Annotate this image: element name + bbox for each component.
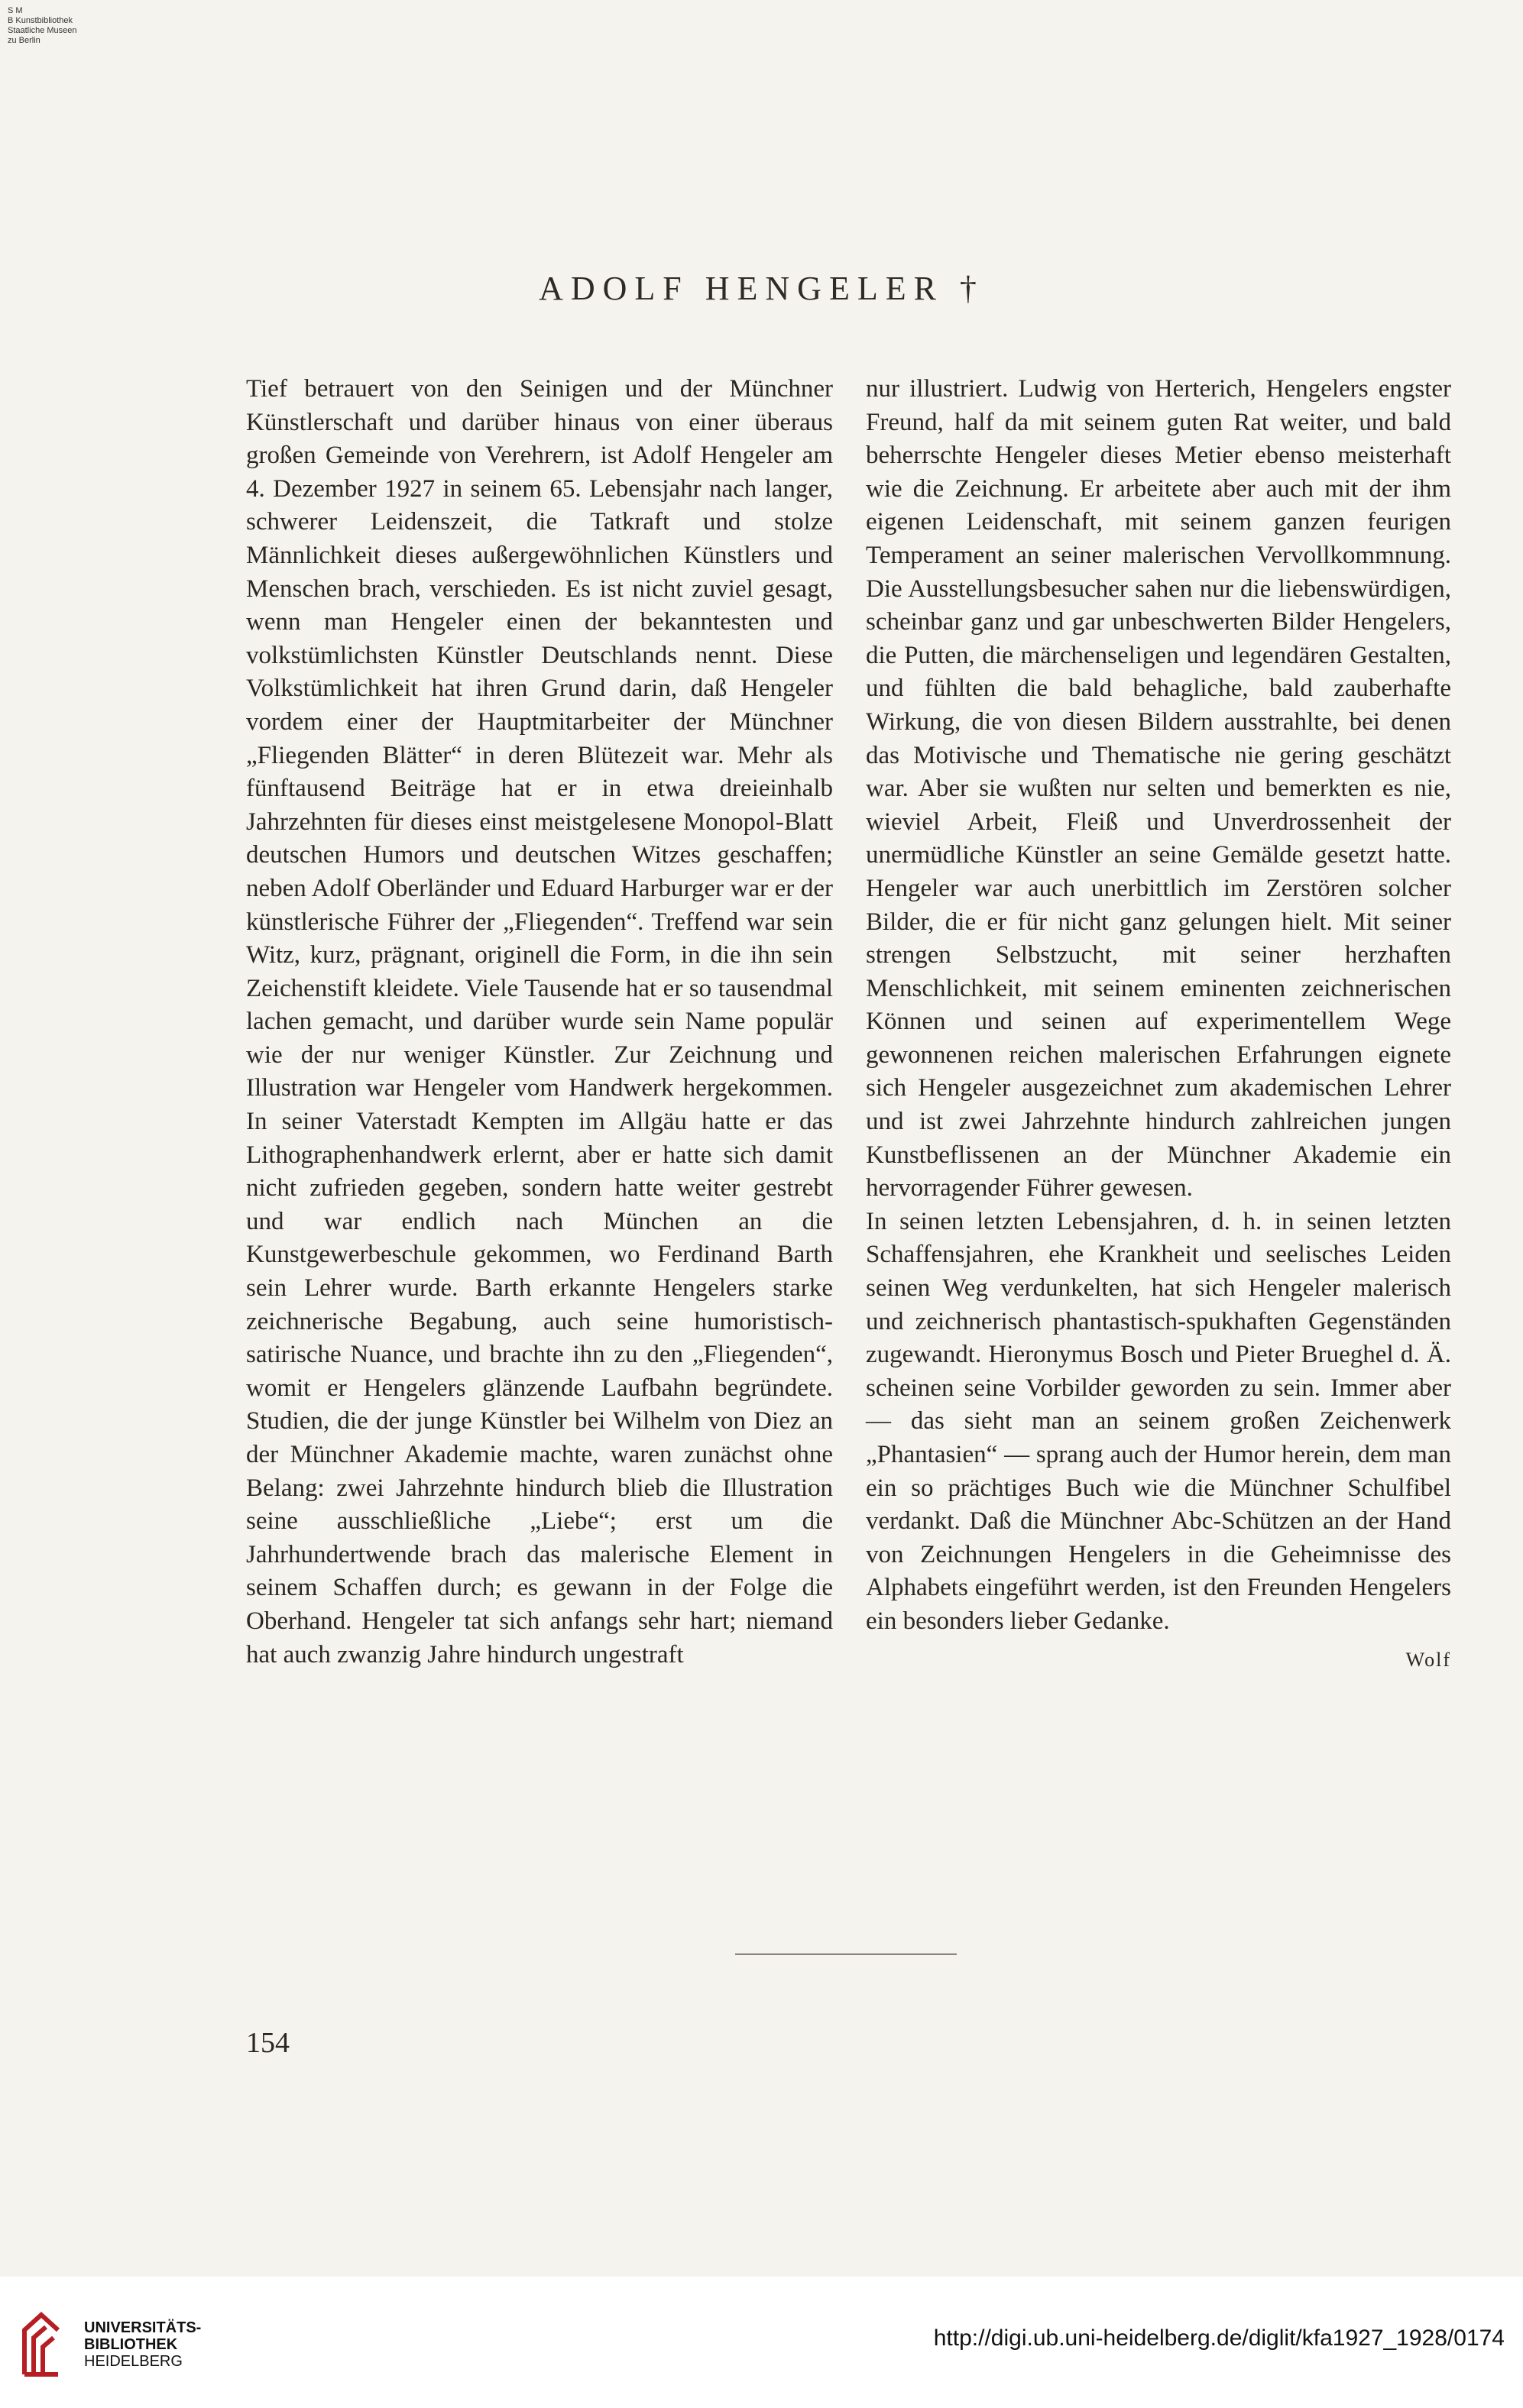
stamp-line: S M [8, 6, 23, 15]
text-column-left [246, 373, 833, 1672]
library-name [84, 2319, 201, 2370]
stamp-line: zu Berlin [8, 36, 41, 45]
library-stamp [8, 6, 77, 46]
library-name-line: BIBLIOTHEK [84, 2336, 178, 2353]
digitization-footer [0, 2277, 1523, 2408]
separator-rule [735, 1953, 957, 1955]
article-title: ADOLF HENGELER † [539, 270, 984, 307]
stamp-line: B Kunstbibliothek [8, 16, 73, 25]
university-library-logo-icon [18, 2307, 64, 2377]
body-paragraph: Tief betrauert von den Seinigen und der Münchner Künstlerschaft und darüber hinaus von einer überaus großen Gemeinde von Verehrern, ist Adolf Hengeler am 4. Dezember 1927 in seinem 65. Lebensjahr nach langer, schwerer Leidenszeit, die Tatkraft und stolze Männlichkeit dieses außergewöhnlichen Künstlers und Menschen brach, verschieden. Es ist nicht zuviel gesagt, wenn man Hengeler einen der bekanntesten und volkstümlichsten Künstler Deutschlands nennt. Diese Volkstümlichkeit hat ihren Grund darin, daß Hengeler vordem einer der Hauptmitarbeiter der Münchner „Fliegenden Blätter“ in deren Blütezeit war. Mehr als fünftausend Beiträge hat er in etwa dreieinhalb Jahrzehnten für dieses einst meistgelesene Monopol-Blatt deutschen Humors und deutschen Witzes geschaffen; neben Adolf Oberländer und Eduard Harburger war er der künstlerische Führer der „Fliegenden“. Treffend war sein Witz, kurz, prägnant, originell die Form, in die ihn sein Zeichenstift kleidete. Viele Tausende hat er so tausendmal lachen gemacht, und darüber wurde sein Name populär wie der nur weniger Künstler. Zur Zeichnung und Illustration war Hengeler vom Handwerk hergekommen. In seiner Vaterstadt Kempten im Allgäu hatte er das Lithographenhandwerk erlernt, aber er hatte sich damit nicht zufrieden gegeben, sondern hatte weiter gestrebt und war endlich nach München an die Kunstgewerbeschule gekommen, wo Ferdinand Barth sein Lehrer wurde. Barth erkannte Hengelers starke zeichnerische Begabung, auch seine humoristisch-satirische Nuance, und brachte ihn zu den „Fliegenden“, womit er Hengelers glänzende Laufbahn begründete. Studien, die der junge Künstler bei Wilhelm von Diez an der Münchner Akademie machte, waren zunächst ohne Belang: zwei Jahrzehnte hindurch blieb die Illustration seine ausschließliche „Liebe“; erst um die Jahrhundertwende brach das malerische Element in seinem Schaffen durch; es gewann in der Folge die Oberhand. Hengeler tat sich anfangs sehr hart; niemand hat auch zwanzig Jahre hindurch ungestraft [246, 375, 833, 1668]
library-name-line: HEIDELBERG [84, 2353, 183, 2370]
body-paragraph: In seinen letzten Lebensjahren, d. h. in seinen letzten Schaffensjahren, ehe Krankheit und seelisches Leiden seinen Weg verdunkelten, hat sich Hengeler malerisch und zeichnerisch phantastisch-spukhaften Gegenständen zugewandt. Hieronymus Bosch und Pieter Brueghel d. Ä. scheinen seine Vorbilder geworden zu sein. Immer aber — das sieht man an seinem großen Zeichenwerk „Phantasien“ — sprang auch der Humor herein, dem man ein so prächtiges Buch wie die Münchner Schulfibel verdankt. Daß die Münchner Abc-Schützen an der Hand von Zeichnungen Hengelers in die Geheimnisse des Alphabets eingeführt werden, ist den Freunden Hengelers ein besonders lieber Gedanke. [866, 1207, 1451, 1635]
text-column-right [866, 373, 1451, 1676]
library-name-line: UNIVERSITÄTS- [84, 2319, 202, 2336]
author-signature: Wolf [1405, 1648, 1451, 1671]
source-url-link[interactable]: http://digi.ub.uni-heidelberg.de/diglit/kfa1927_1928/0174 [933, 2325, 1505, 2351]
body-paragraph: nur illustriert. Ludwig von Herterich, Hengelers engster Freund, half da mit seinem guten Rat weiter, und bald beherrschte Hengeler dieses Metier ebenso meisterhaft wie die Zeichnung. Er arbeitete aber auch mit der ihm eigenen Leidenschaft, mit seinem ganzen feurigen Temperament an seiner malerischen Vervollkommnung. Die Ausstellungsbesucher sahen nur die liebenswürdigen, scheinbar ganz und gar unbeschwerten Bilder Hengelers, die Putten, die märchenseligen und legendären Gestalten, und fühlten die bald behagliche, bald zauberhafte Wirkung, die von diesen Bildern ausstrahlte, bei denen das Motivische und Thematische nie gering geschätzt war. Aber sie wußten nur selten und bemerkten es nie, wieviel Arbeit, Fleiß und Unverdrossenheit der unermüdliche Künstler an seine Gemälde gesetzt hatte. Hengeler war auch unerbittlich im Zerstören solcher Bilder, die er für nicht ganz gelungen hielt. Mit seiner strengen Selbstzucht, mit seiner herzhaften Menschlichkeit, mit seinem eminenten zeichnerischen Können und seinen auf experimentellem Wege gewonnenen reichen malerischen Erfahrungen eignete sich Hengeler ausgezeichnet zum akademischen Lehrer und ist zwei Jahrzehnte hindurch zahlreichen jungen Kunstbeflissenen an der Münchner Akademie ein hervorragender Führer gewesen. [866, 375, 1451, 1202]
stamp-line: Staatliche Museen [8, 26, 77, 35]
page-number: 154 [246, 2027, 290, 2059]
